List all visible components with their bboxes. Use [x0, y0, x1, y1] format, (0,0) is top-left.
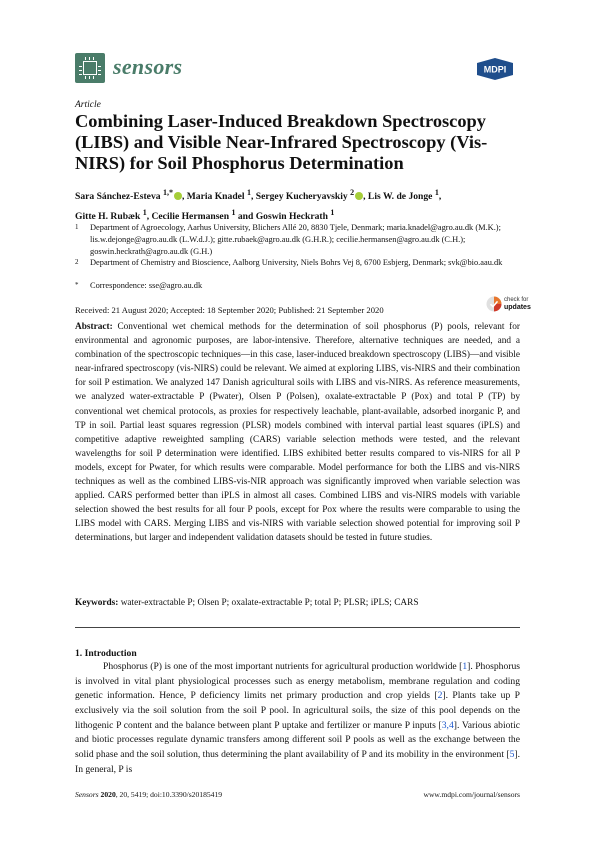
check-for-updates-badge[interactable]: check for updates — [486, 293, 528, 317]
keywords — [75, 598, 520, 608]
publication-dates: Received: 21 August 2020; Accepted: 18 September 2020; Published: 21 September 2020 — [75, 305, 384, 315]
abstract-label: Abstract: — [75, 322, 113, 332]
affiliation: 2 Department of Chemistry and Bioscience, Aalborg University, Niels Bohrs Vej 8, 6700 Esbjerg, Denmark; svk@bio.aau.dk — [75, 258, 503, 267]
divider — [75, 627, 520, 628]
footer-citation: Sensors 2020, 20, 5419; doi:10.3390/s20185419 — [75, 790, 223, 799]
correspondence: * Correspondence: sse@agro.au.dk — [75, 281, 203, 290]
abstract — [75, 320, 520, 546]
svg-text:MDPI: MDPI — [483, 64, 507, 75]
author: Cecilie Hermansen — [151, 210, 230, 222]
article-title: Combining Laser-Induced Breakdown Spectroscopy (LIBS) and Visible Near-Infrared Spectroscopy (Vis-NIRS) for Soil Phosphorus Determination — [75, 111, 488, 173]
orcid-icon[interactable] — [174, 192, 182, 200]
author: Gitte H. Rubæk — [75, 210, 141, 222]
mdpi-logo — [473, 57, 517, 81]
journal-url[interactable]: www.mdpi.com/journal/sensors — [423, 790, 520, 799]
check-updates-icon — [486, 296, 502, 312]
section-heading: 1. Introduction — [75, 648, 137, 659]
keywords-text: water-extractable P; Olsen P; oxalate-extractable P; total P; PLSR; iPLS; CARS — [120, 598, 419, 608]
author-list: Sara Sánchez-Esteva $^{1,*}$ , Maria Knadel $^1$, Sergey Kucheryavskiy $^2$ , Lis W. de Jonge $^1$, Gitte H. Rubæk $^1$, Cecilie Hermansen $^1$ and Goswin Heckrath $^1$ — [75, 188, 442, 222]
citation-link[interactable]: 5 — [509, 748, 515, 760]
citation-link[interactable]: 3,4 — [441, 719, 454, 731]
article-type: Article — [75, 100, 101, 110]
journal-name: sensors — [113, 54, 183, 79]
author: Sergey Kucheryavskiy — [255, 191, 348, 203]
citation-link[interactable]: 1 — [462, 661, 468, 672]
introduction-paragraph: Phosphorus (P) is one of the most important nutrients for agricultural production worldwide [1]. Phosphorus is involved in vital plant physiological processes such as energy metabolism, membrane regulation and coding genetic information. Hence, P deficiency limits net primary production and crop yields [2]. Plants take up P exclusively via the soil solution from the soil P pool. In agricultural soils, the size of this pool depends on the lithogenic P content and the balance between plant P uptake and fertilizer or manure P inputs [3,4]. Various abiotic and biotic processes regulate dynamic transfers among different soil P pools as well as the exchange between the solid phase and the soil solution, thus determining the plant availability of P and its mobility in the environment [5]. In general, P is — [75, 661, 521, 775]
author: Goswin Heckrath — [255, 210, 328, 222]
author: Maria Knadel — [186, 191, 245, 203]
orcid-icon[interactable] — [355, 192, 363, 200]
author: Sara Sánchez-Esteva — [75, 191, 161, 203]
sensors-logo — [75, 53, 105, 83]
affiliation: 1 Department of Agroecology, Aarhus University, Blichers Allé 20, 8830 Tjele, Denmark; maria.knadel@agro.au.dk (M.K.); lis.w.dejonge@agro.au.dk (L.W.d.J.); gitte.rubaek@agro.au.dk (G.H.R.); cecilie.hermansen@agro.au.dk (C.H.); goswin.heckrath@agro.au.dk (G.H.) — [75, 223, 501, 256]
abstract-text: Conventional wet chemical methods for the determination of soil phosphorus (P) pools, relevant for environmental and agronomic purposes, are labor-intensive. Therefore, alternative techniques are needed, and a combination of the spectroscopic techniques—in this case, laser-induced breakdown spectroscopy (LIBS)—and visible near-infrared spectroscopy (vis-NIRS) could be relevant. We aimed at exploring LIBS, vis-NIRS and their combination for soil P estimation. We analyzed 147 Danish agricultural soils with LIBS and vis-NIRS. As reference measurements, we analyzed water-extractable P (Pwater), Olsen P (Polsen), oxalate-extractable P (Pox) and total P (TP) by conventional wet chemical protocols, as proxies for respectively leachable, plant-available, adsorbed inorganic P, and TP in soil. Partial least squares regression (PLSR) models combined with interval partial least squares (iPLS) and competitive adaptive reweighted sampling (CARS) variable selection methods were tested, and the relevant wavelengths for soil P determination were identified. LIBS exhibited better results compared to vis-NIRS for all P models, except for Pwater, for which results were comparable. Model performance for both the LIBS and vis-NIRS techniques as well as the combined LIBS-vis-NIR approach was significantly improved when variable selection was applied. CARS performed better than iPLS in almost all cases. Combined LIBS and vis-NIRS models with variable selection showed the best results for all four P pools, except for Pox where the results were comparable to using the LIBS model with CARS. Merging LIBS and vis-NIRS with variable selection showed potential for improving soil P determinations, but larger and independent validation datasets should be tested in future studies. — [75, 322, 520, 544]
author: Lis W. de Jonge — [367, 191, 433, 203]
citation-link[interactable]: 2 — [437, 690, 443, 702]
keywords-label: Keywords: — [75, 598, 119, 608]
